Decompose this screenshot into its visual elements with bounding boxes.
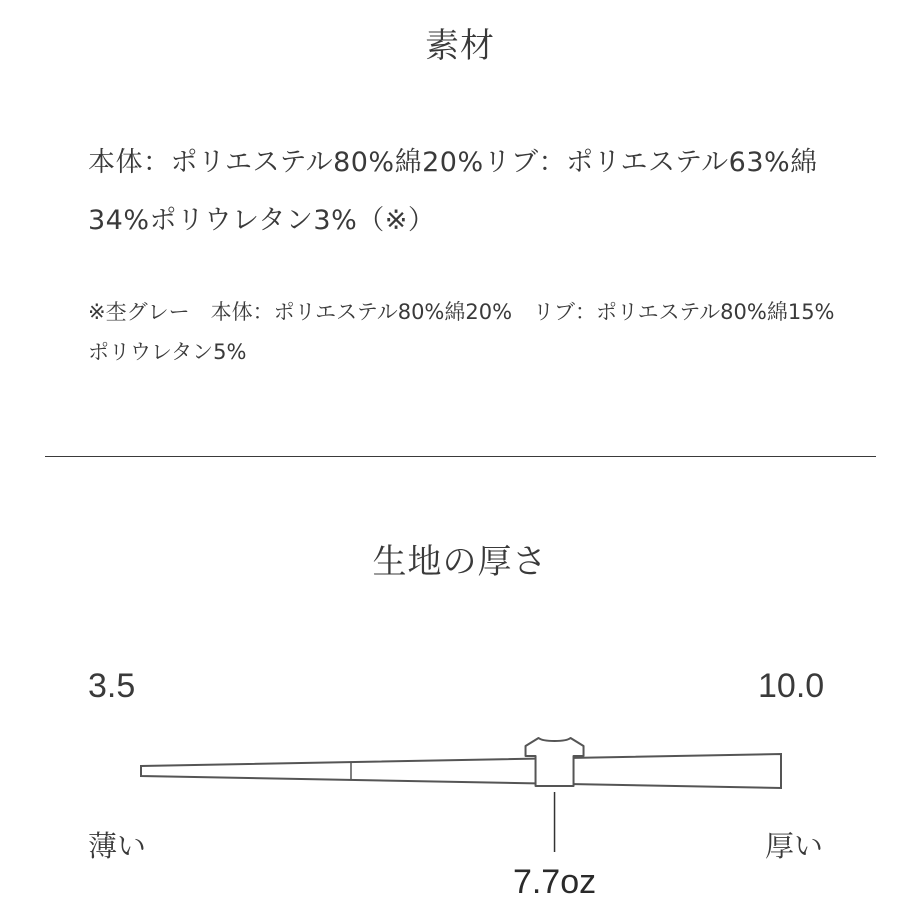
scale-max-label: 10.0 <box>758 667 825 705</box>
gauge-wedge <box>141 754 781 788</box>
material-composition: 本体：ポリエステル80%綿20%リブ：ポリエステル63%綿34%ポリウレタン3%（※） <box>88 147 818 236</box>
material-title: 素材 <box>425 26 495 66</box>
thick-end-label: 厚い <box>765 829 824 863</box>
thin-end-label: 薄い <box>88 829 147 863</box>
scale-min-label: 3.5 <box>88 667 136 705</box>
thickness-title: 生地の厚さ <box>372 542 548 582</box>
thickness-value-label: 7.7oz <box>512 863 597 901</box>
material-note: ※杢グレー 本体：ポリエステル80%綿20% リブ：ポリエステル80%綿15%ポリウレタン5% <box>88 300 835 364</box>
